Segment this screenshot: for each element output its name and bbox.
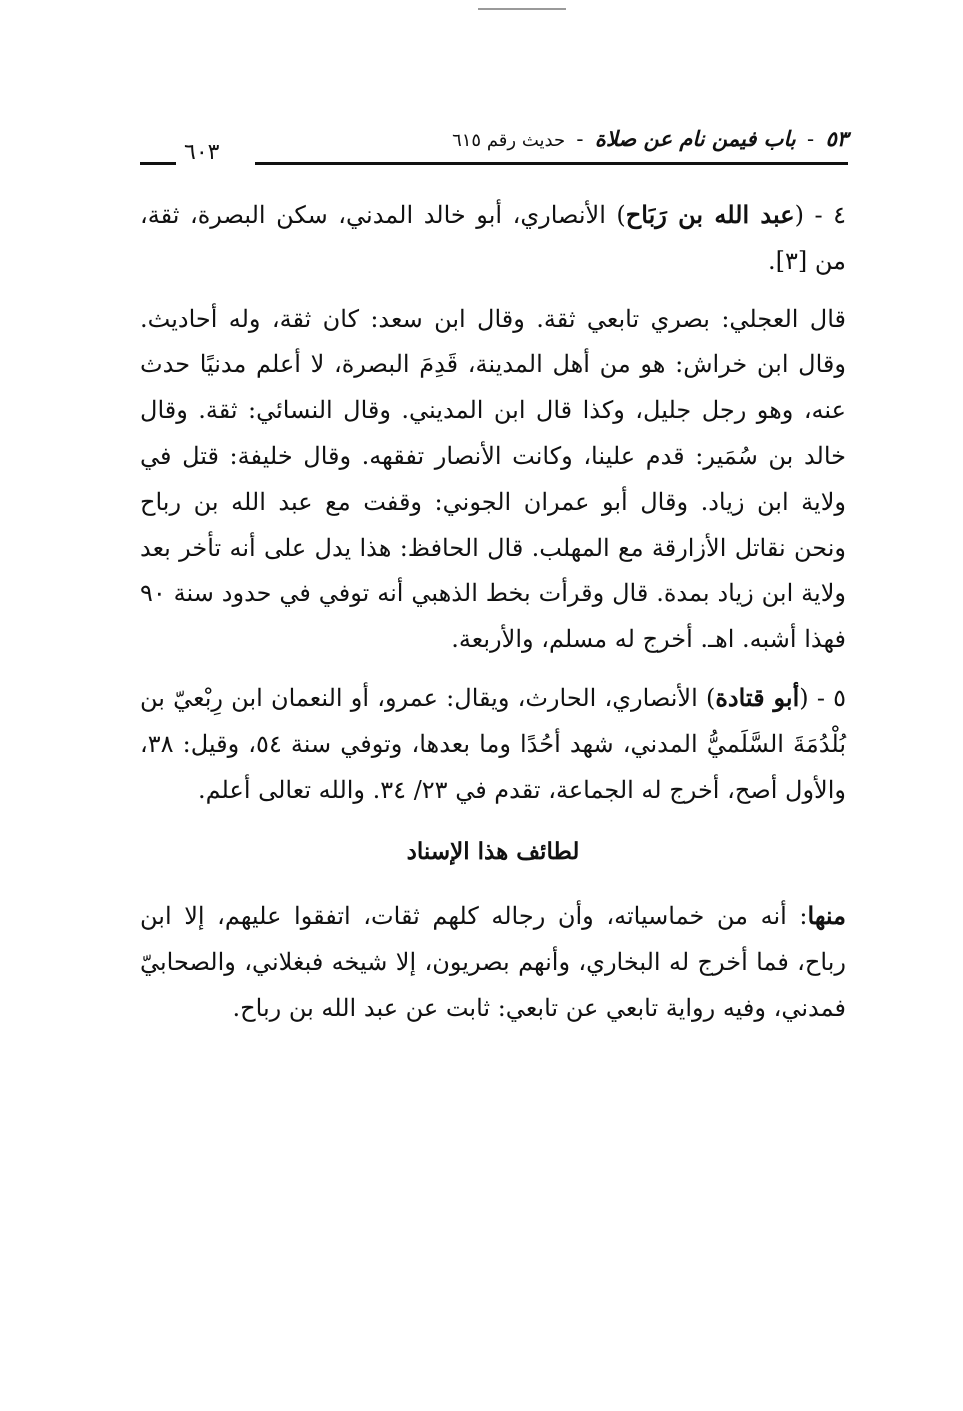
header-separator: - [807,127,815,151]
chapter-title: باب فيمن نام عن صلاة [594,126,796,151]
page-body [140,192,846,1044]
section-heading: لطائف هذا الإسناد [406,838,580,866]
subtleties-text: : أنه من خماسياته، وأن رجاله كلهم ثقات، اتفقوا عليهم، إلا ابن رباح، فما أخرج له البخاري، وأنهم بصريون، إلا شيخه فبغلاني، والصحابيّ فمدني، وفيه رواية تابعي عن تابعي: ثابت عن عبد الله بن رباح. [140,902,846,1022]
header-rule [255,162,848,165]
hadith-reference: حديث رقم ٦١٥ [452,130,566,151]
subtleties-paragraph [140,893,846,1031]
narrator-5-rest: ) الأنصاري، الحارث، ويقال: عمرو، أو النعمان ابن رِبْعيّ بن بُلْدُمَةَ السَّلَميُّ المدني، شهد أحُدًا وما بعدها، وتوفي سنة ٥٤، وقيل: ٣٨، والأول أصح، أخرج له الجماعة، تقدم في ٢٣/ ٣٤. والله تعالى أعلم. [140,683,846,804]
page-number: ٦٠٣ [184,140,220,165]
narrator-4-name: عبد الله بن رَبَاح [625,200,795,229]
narrator-4-rest: ) الأنصاري، أبو خالد المدني، سكن البصرة، ثقة، من [٣]. [140,201,846,275]
narrator-4-details: قال العجلي: بصري تابعي ثقة. وقال ابن سعد: كان ثقة، وله أحاديث. وقال ابن خراش: هو من أهل المدينة، قَدِمَ البصرة، لا أعلم مدنيًا حدث عنه، وهو رجل جليل، وكذا قال ابن المديني. وقال النسائي: ثقة. وقال خالد بن سُمَير: قدم علينا، وكانت الأنصار تفقهه. وقال خليفة: قتل في ولاية ابن زياد. وقال أبو عمران الجوني: وقفت مع عبد الله بن رباح ونحن نقاتل الأزارقة مع المهلب. قال الحافظ: هذا يدل على أنه تأخر بعد ولاية ابن زياد بمدة. قال وقرأت بخط الذهبي أنه توفي في حدود سنة ٩٠ فهذا أشبه. اهـ. أخرج له مسلم، والأربعة. [140,304,846,654]
narrator-4-entry [140,192,846,285]
header-separator-2: - [576,127,584,151]
header-title-line [452,126,848,151]
chapter-number: ٥٣ [825,126,848,151]
running-header [140,118,848,170]
subtleties-lead: منها [807,901,846,931]
narrator-4-lead: ٤ - ( [794,201,847,229]
header-rule-short [140,162,176,165]
narrator-5-name: أبو قتادة [715,682,800,712]
narrator-5-entry [140,675,846,813]
narrator-5-lead: ٥ - ( [799,683,847,712]
top-edge-mark [478,8,566,10]
